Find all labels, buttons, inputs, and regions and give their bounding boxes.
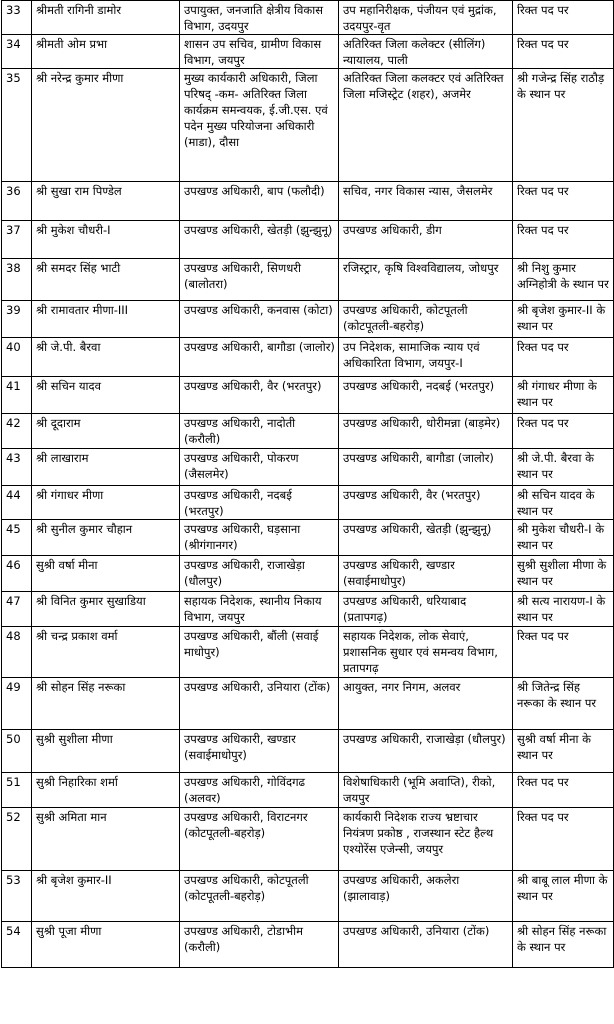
table-row [2, 486, 614, 520]
table-row [2, 35, 614, 69]
officer-name-cell: श्री रामावतार मीणा-III [32, 301, 180, 338]
new-posting-cell: उपखण्ड अधिकारी, बागौडा (जालोर) [339, 449, 513, 486]
serial-number-cell: 52 [2, 808, 32, 871]
current-posting-cell: उपखण्ड अधिकारी, नदबई (भरतपुर) [180, 486, 339, 520]
new-posting-cell: उप निदेशक, सामाजिक न्याय एवं अधिकारिता विभाग, जयपुर-I [339, 338, 513, 377]
table-row [2, 338, 614, 377]
serial-number-cell: 37 [2, 221, 32, 259]
officer-name-cell: श्रीमती रागिनी डामोर [32, 1, 180, 35]
officer-name-cell: श्री लाखाराम [32, 449, 180, 486]
officer-name-cell: श्री दूदाराम [32, 414, 180, 449]
serial-number-cell: 41 [2, 377, 32, 414]
serial-number-cell: 46 [2, 556, 32, 592]
new-posting-cell: विशेषाधिकारी (भूमि अवाप्ति), रीको, जयपुर [339, 773, 513, 808]
remark-cell: सुश्री सुशीला मीणा के स्थान पर [513, 556, 614, 592]
current-posting-cell: सहायक निदेशक, स्थानीय निकाय विभाग, जयपुर [180, 592, 339, 627]
table-row [2, 69, 614, 182]
new-posting-cell: उपखण्ड अधिकारी, खेतड़ी (झुन्झुनू) [339, 520, 513, 556]
current-posting-cell: उपखण्ड अधिकारी, घड़साना (श्रीगंगानगर) [180, 520, 339, 556]
new-posting-cell: उपखण्ड अधिकारी, उनियारा (टोंक) [339, 922, 513, 968]
current-posting-cell: उपखण्ड अधिकारी, नादोती (करौली) [180, 414, 339, 449]
serial-number-cell: 33 [2, 1, 32, 35]
table-row [2, 871, 614, 922]
remark-cell: रिक्त पद पर [513, 221, 614, 259]
current-posting-cell: उपखण्ड अधिकारी, बौंली (सवाई माधोपुर) [180, 627, 339, 678]
table-row [2, 221, 614, 259]
officer-name-cell: सुश्री सुशीला मीणा [32, 730, 180, 773]
current-posting-cell: उपखण्ड अधिकारी, वैर (भरतपुर) [180, 377, 339, 414]
table-row [2, 808, 614, 871]
current-posting-cell: मुख्य कार्यकारी अधिकारी, जिला परिषद् -कम- अतिरिक्त जिला कार्यक्रम समन्वयक, ई.जी.एस. एवं पदेन मुख्य परियोजना अधिकारी (माडा), दौसा [180, 69, 339, 182]
remark-cell: श्री मुकेश चौधरी-I के स्थान पर [513, 520, 614, 556]
remark-cell: रिक्त पद पर [513, 627, 614, 678]
officer-name-cell: श्री मुकेश चौधरी-I [32, 221, 180, 259]
officer-name-cell: श्री जे.पी. बैरवा [32, 338, 180, 377]
new-posting-cell: उपखण्ड अधिकारी, कोटपूतली (कोटपूतली-बहरोड़) [339, 301, 513, 338]
officer-name-cell: सुश्री अमिता मान [32, 808, 180, 871]
remark-cell: श्री सोहन सिंह नरूका के स्थान पर [513, 922, 614, 968]
remark-cell: श्री जितेन्द्र सिंह नरूका के स्थान पर [513, 678, 614, 730]
table-row [2, 182, 614, 221]
officer-name-cell: श्रीमती ओम प्रभा [32, 35, 180, 69]
table-row [2, 301, 614, 338]
officer-name-cell: श्री सुनील कुमार चौहान [32, 520, 180, 556]
serial-number-cell: 36 [2, 182, 32, 221]
table-row [2, 730, 614, 773]
new-posting-cell: उपखण्ड अधिकारी, राजाखेड़ा (धौलपुर) [339, 730, 513, 773]
remark-cell: रिक्त पद पर [513, 182, 614, 221]
serial-number-cell: 40 [2, 338, 32, 377]
officer-name-cell: सुश्री निहारिका शर्मा [32, 773, 180, 808]
officer-name-cell: सुश्री वर्षा मीना [32, 556, 180, 592]
table-row [2, 678, 614, 730]
table-row [2, 922, 614, 968]
serial-number-cell: 54 [2, 922, 32, 968]
serial-number-cell: 34 [2, 35, 32, 69]
serial-number-cell: 39 [2, 301, 32, 338]
new-posting-cell: उपखण्ड अधिकारी, वैर (भरतपुर) [339, 486, 513, 520]
current-posting-cell: उपखण्ड अधिकारी, पोकरण (जैसलमेर) [180, 449, 339, 486]
serial-number-cell: 51 [2, 773, 32, 808]
new-posting-cell: सहायक निदेशक, लोक सेवाएं, प्रशासनिक सुधार एवं समन्वय विभाग, प्रतापगढ़ [339, 627, 513, 678]
table-row [2, 377, 614, 414]
table-row [2, 259, 614, 301]
new-posting-cell: रजिस्ट्रार, कृषि विश्वविद्यालय, जोधपुर [339, 259, 513, 301]
current-posting-cell: उपखण्ड अधिकारी, कनवास (कोटा) [180, 301, 339, 338]
officer-name-cell: श्री सोहन सिंह नरूका [32, 678, 180, 730]
current-posting-cell: उपखण्ड अधिकारी, गोविंदगढ (अलवर) [180, 773, 339, 808]
current-posting-cell: उपखण्ड अधिकारी, खण्डार (सवाईमाधोपुर) [180, 730, 339, 773]
remark-cell: श्री जे.पी. बैरवा के स्थान पर [513, 449, 614, 486]
current-posting-cell: उपखण्ड अधिकारी, टोडाभीम (करौली) [180, 922, 339, 968]
remark-cell: श्री सचिन यादव के स्थान पर [513, 486, 614, 520]
serial-number-cell: 50 [2, 730, 32, 773]
new-posting-cell: उपखण्ड अधिकारी, धोरीमन्ना (बाड़मेर) [339, 414, 513, 449]
new-posting-cell: अतिरिक्त जिला कलेक्टर (सीलिंग) न्यायालय, पाली [339, 35, 513, 69]
current-posting-cell: उपखण्ड अधिकारी, राजाखेड़ा (धौलपुर) [180, 556, 339, 592]
officer-name-cell: श्री सुखा राम पिण्डेल [32, 182, 180, 221]
transfer-table [1, 0, 614, 968]
current-posting-cell: उपखण्ड अधिकारी, विराटनगर (कोटपूतली-बहरोड़) [180, 808, 339, 871]
officer-name-cell: श्री समदर सिंह भाटी [32, 259, 180, 301]
remark-cell: रिक्त पद पर [513, 808, 614, 871]
serial-number-cell: 49 [2, 678, 32, 730]
officer-name-cell: श्री गंगाधर मीणा [32, 486, 180, 520]
current-posting-cell: उपखण्ड अधिकारी, बाप (फलौदी) [180, 182, 339, 221]
current-posting-cell: उपायुक्त, जनजाति क्षेत्रीय विकास विभाग, उदयपुर [180, 1, 339, 35]
remark-cell: श्री गजेन्द्र सिंह राठौड़ के स्थान पर [513, 69, 614, 182]
current-posting-cell: उपखण्ड अधिकारी, खेतड़ी (झुन्झुनू) [180, 221, 339, 259]
remark-cell: श्री निशु कुमार अग्निहोत्री के स्थान पर [513, 259, 614, 301]
officer-name-cell: श्री सचिन यादव [32, 377, 180, 414]
remark-cell: रिक्त पद पर [513, 35, 614, 69]
serial-number-cell: 48 [2, 627, 32, 678]
table-row [2, 627, 614, 678]
remark-cell: श्री गंगाधर मीणा के स्थान पर [513, 377, 614, 414]
table-row [2, 449, 614, 486]
table-body [2, 1, 614, 968]
new-posting-cell: उपखण्ड अधिकारी, डीग [339, 221, 513, 259]
officer-name-cell: श्री नरेन्द्र कुमार मीणा [32, 69, 180, 182]
new-posting-cell: उपखण्ड अधिकारी, धरियाबाद (प्रतापगढ़) [339, 592, 513, 627]
remark-cell: सुश्री वर्षा मीना के स्थान पर [513, 730, 614, 773]
serial-number-cell: 38 [2, 259, 32, 301]
remark-cell: रिक्त पद पर [513, 338, 614, 377]
remark-cell: श्री बृजेश कुमार-II के स्थान पर [513, 301, 614, 338]
table-row [2, 520, 614, 556]
serial-number-cell: 45 [2, 520, 32, 556]
new-posting-cell: उपखण्ड अधिकारी, अकलेरा (झालावाड़) [339, 871, 513, 922]
serial-number-cell: 44 [2, 486, 32, 520]
current-posting-cell: उपखण्ड अधिकारी, कोटपूतली (कोटपूतली-बहरोड़) [180, 871, 339, 922]
new-posting-cell: उप महानिरीक्षक, पंजीयन एवं मुद्रांक, उदयपुर-वृत [339, 1, 513, 35]
table-row [2, 592, 614, 627]
current-posting-cell: उपखण्ड अधिकारी, बागौडा (जालोर) [180, 338, 339, 377]
officer-name-cell: श्री चन्द्र प्रकाश वर्मा [32, 627, 180, 678]
current-posting-cell: शासन उप सचिव, ग्रामीण विकास विभाग, जयपुर [180, 35, 339, 69]
new-posting-cell: उपखण्ड अधिकारी, नदबई (भरतपुर) [339, 377, 513, 414]
remark-cell: रिक्त पद पर [513, 1, 614, 35]
new-posting-cell: सचिव, नगर विकास न्यास, जैसलमेर [339, 182, 513, 221]
table-row [2, 556, 614, 592]
new-posting-cell: आयुक्त, नगर निगम, अलवर [339, 678, 513, 730]
current-posting-cell: उपखण्ड अधिकारी, उनियारा (टोंक) [180, 678, 339, 730]
new-posting-cell: उपखण्ड अधिकारी, खण्डार (सवाईमाधोपुर) [339, 556, 513, 592]
remark-cell: श्री सत्य नारायण-I के स्थान पर [513, 592, 614, 627]
table-row [2, 773, 614, 808]
table-row [2, 1, 614, 35]
current-posting-cell: उपखण्ड अधिकारी, सिणधरी (बालोतरा) [180, 259, 339, 301]
serial-number-cell: 43 [2, 449, 32, 486]
officer-name-cell: श्री बृजेश कुमार-II [32, 871, 180, 922]
table-row [2, 414, 614, 449]
officer-name-cell: श्री विनित कुमार सुखाडिया [32, 592, 180, 627]
remark-cell: श्री बाबू लाल मीणा के स्थान पर [513, 871, 614, 922]
serial-number-cell: 42 [2, 414, 32, 449]
officer-name-cell: सुश्री पूजा मीणा [32, 922, 180, 968]
serial-number-cell: 35 [2, 69, 32, 182]
serial-number-cell: 47 [2, 592, 32, 627]
new-posting-cell: कार्यकारी निदेशक राज्य भ्रष्टाचार नियंत्रण प्रकोष्ठ , राजस्थान स्टेट हैल्थ एश्योरेंस एजेन्सी, जयपुर [339, 808, 513, 871]
remark-cell: रिक्त पद पर [513, 773, 614, 808]
new-posting-cell: अतिरिक्त जिला कलक्टर एवं अतिरिक्त जिला मजिस्ट्रेट (शहर), अजमेर [339, 69, 513, 182]
remark-cell: रिक्त पद पर [513, 414, 614, 449]
serial-number-cell: 53 [2, 871, 32, 922]
